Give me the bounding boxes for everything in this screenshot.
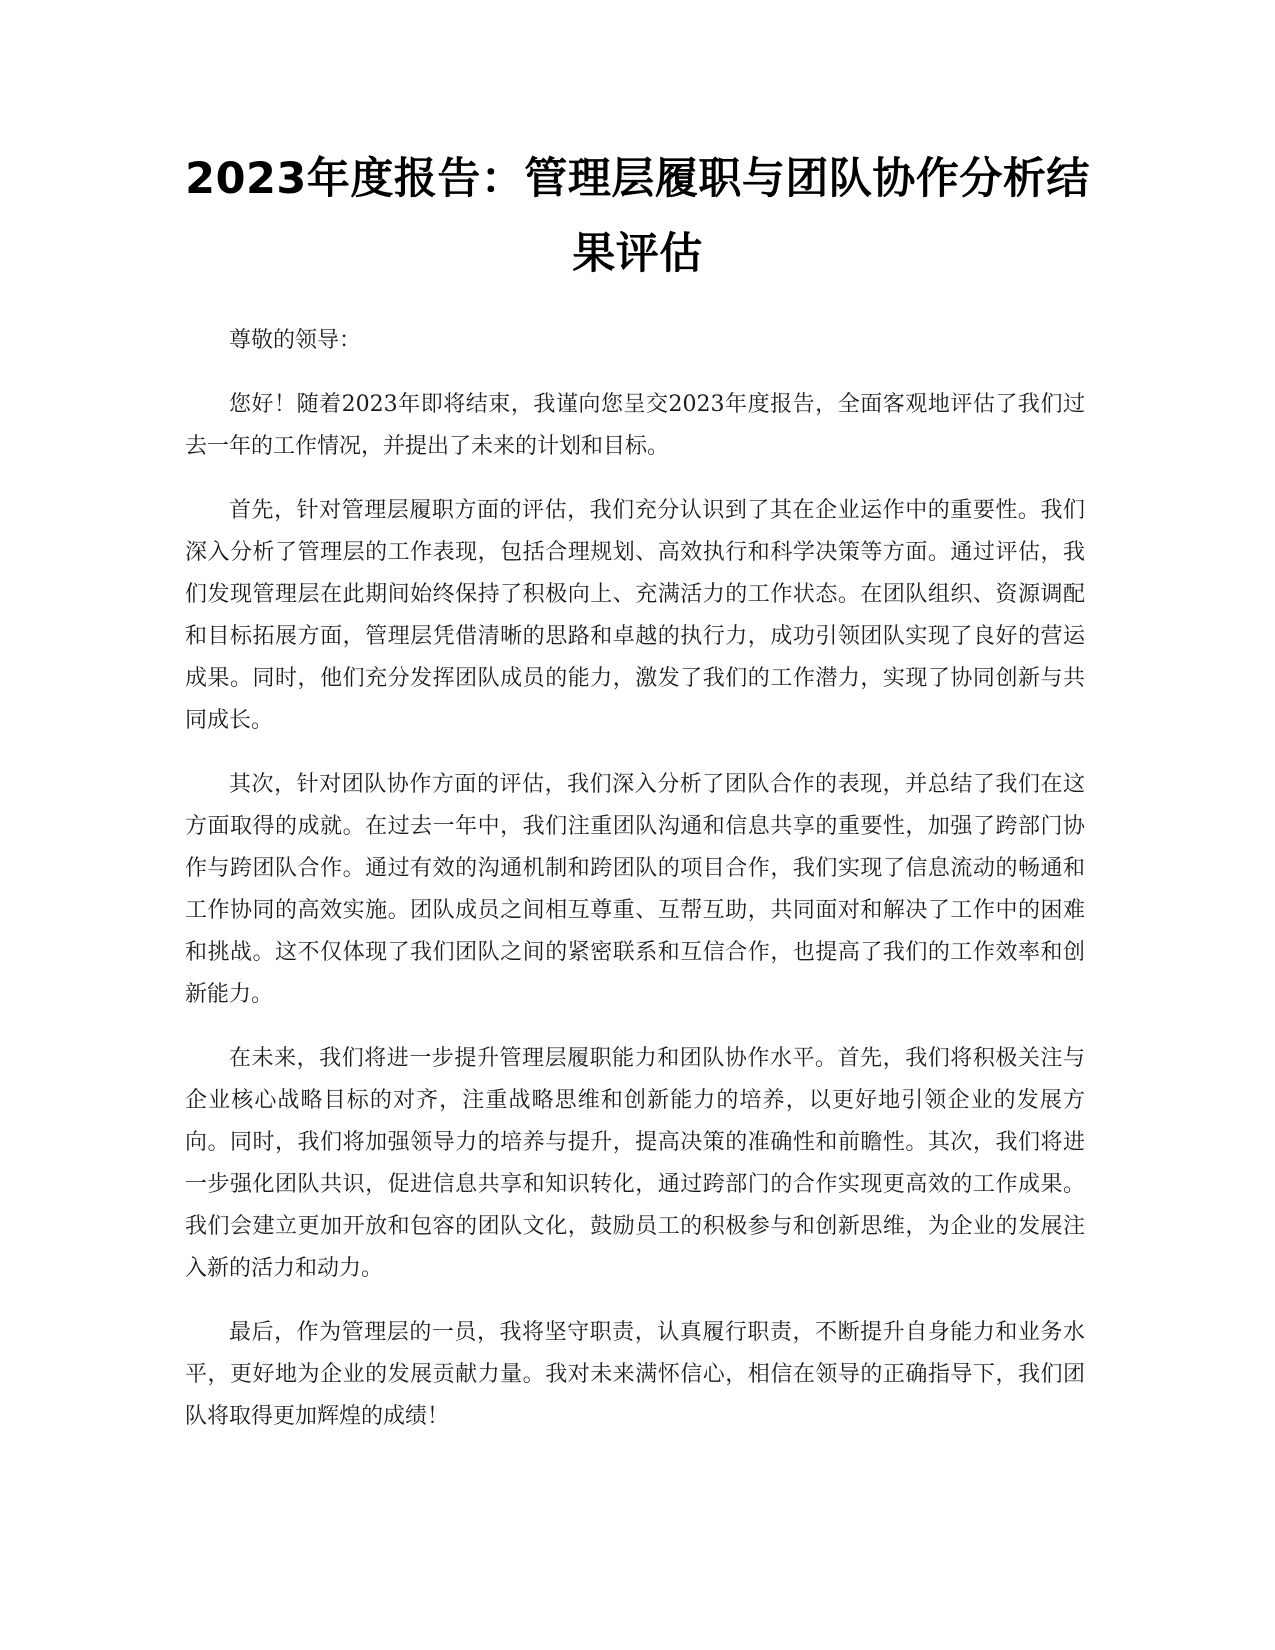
- paragraph-team-evaluation: 其次，针对团队协作方面的评估，我们深入分析了团队合作的表现，并总结了我们在这方面取得的成就。在过去一年中，我们注重团队沟通和信息共享的重要性，加强了跨部门协作与跨团队合作。通过有效的沟通机制和跨团队的项目合作，我们实现了信息流动的畅通和工作协同的高效实施。团队成员之间相互尊重、互帮互助，共同面对和解决了工作中的困难和挑战。这不仅体现了我们团队之间的紧密联系和互信合作，也提高了我们的工作效率和创新能力。: [185, 772, 1085, 1007]
- document-body: [185, 320, 1085, 1460]
- paragraph-future-plan: 在未来，我们将进一步提升管理层履职能力和团队协作水平。首先，我们将积极关注与企业核心战略目标的对齐，注重战略思维和创新能力的培养，以更好地引领企业的发展方向。同时，我们将加强领导力的培养与提升，提高决策的准确性和前瞻性。其次，我们将进一步强化团队共识，促进信息共享和知识转化，通过跨部门的合作实现更高效的工作成果。我们会建立更加开放和包容的团队文化，鼓励员工的积极参与和创新思维，为企业的发展注入新的活力和动力。: [185, 1046, 1085, 1281]
- paragraph-closing: 最后，作为管理层的一员，我将坚守职责，认真履行职责，不断提升自身能力和业务水平，更好地为企业的发展贡献力量。我对未来满怀信心，相信在领导的正确指导下，我们团队将取得更加辉煌的成绩！: [185, 1320, 1085, 1429]
- paragraph-greeting: 您好！随着2023年即将结束，我谨向您呈交2023年度报告，全面客观地评估了我们过去一年的工作情况，并提出了未来的计划和目标。: [185, 392, 1085, 459]
- document-title: 2023年度报告：管理层履职与团队协作分析结果评估: [185, 154, 1090, 279]
- paragraph-management-evaluation: 首先，针对管理层履职方面的评估，我们充分认识到了其在企业运作中的重要性。我们深入分析了管理层的工作表现，包括合理规划、高效执行和科学决策等方面。通过评估，我们发现管理层在此期间始终保持了积极向上、充满活力的工作状态。在团队组织、资源调配和目标拓展方面，管理层凭借清晰的思路和卓越的执行力，成功引领团队实现了良好的营运成果。同时，他们充分发挥团队成员的能力，激发了我们的工作潜力，实现了协同创新与共同成长。: [185, 498, 1085, 733]
- salutation: 尊敬的领导：: [229, 328, 362, 353]
